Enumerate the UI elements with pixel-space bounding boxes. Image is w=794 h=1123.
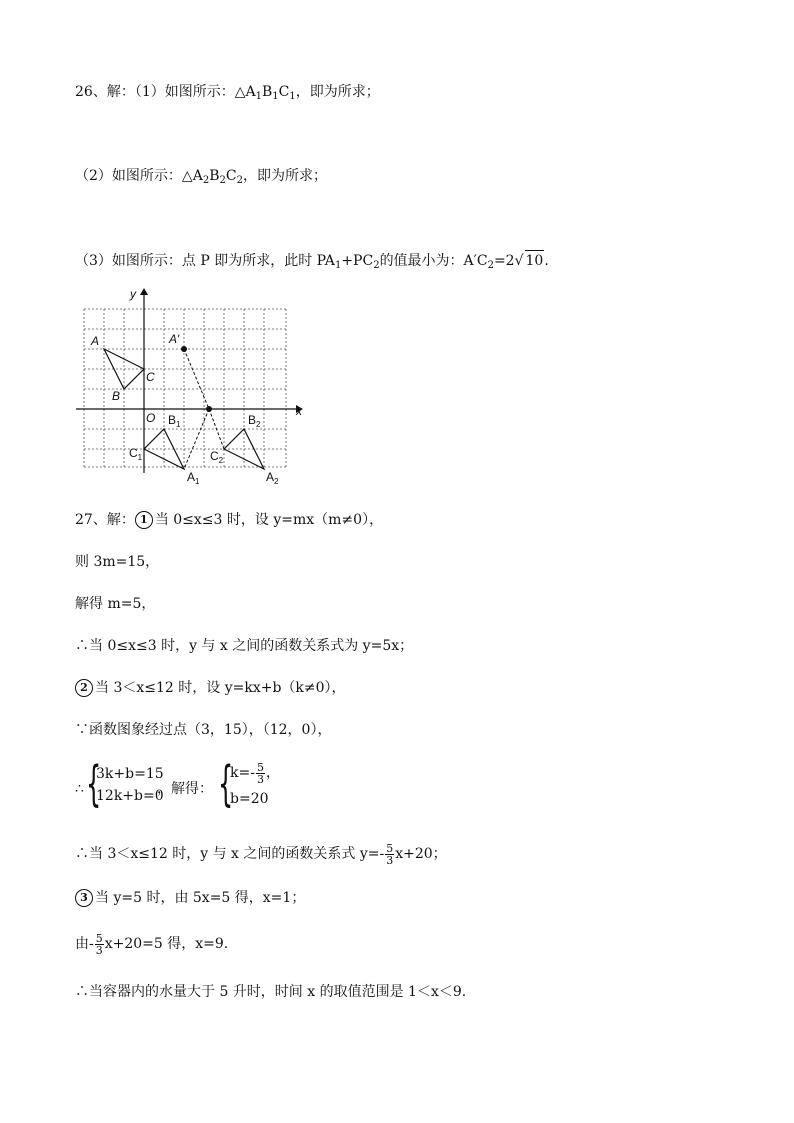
label-c1: $C_1$: [129, 446, 143, 462]
fraction-l10: [95, 933, 104, 956]
q27-l10-tail: x+20=5 得，x=9.: [104, 936, 229, 952]
label-a2: $A_2$: [266, 470, 279, 486]
q26-p1-sub1: 1: [255, 91, 262, 102]
q26-p1-head: 26、解：（1）如图所示：: [75, 84, 235, 100]
label-b2: $B_2$: [248, 413, 261, 429]
q27-line2: 则 3m=15，: [75, 554, 160, 570]
q26-p2-sub2: 2: [219, 175, 226, 186]
q26-p2-c: C: [225, 168, 237, 184]
q26-p2-head: （2）如图所示：: [75, 168, 182, 184]
system-rows: [96, 763, 164, 807]
q27-line6: ∵函数图象经过点（3，15），（12，0），: [75, 722, 332, 738]
frac-den: 3: [386, 853, 394, 867]
q26-p2-tail: ，即为所求；: [242, 168, 327, 184]
q27-line1: [75, 510, 383, 530]
q26-p1-sub2: 1: [272, 91, 279, 102]
therefore-symbol: ∴: [75, 781, 84, 797]
q26-p1-tail: ，即为所求；: [295, 84, 380, 100]
q26-p2-sub1: 2: [202, 175, 210, 186]
label-a1: $A_1$: [187, 470, 200, 486]
q27-l9-text: 当 y=5 时，由 5x=5 得，x=1；: [95, 890, 306, 906]
solution-row-k: [230, 758, 280, 788]
fraction-l8: [385, 843, 394, 866]
q27-l5-text: 当 3＜x≤12 时，设 y=kx+b（k≠0），: [95, 680, 346, 696]
frac-num: 5: [256, 760, 264, 774]
q26-p1-tri: △A: [234, 84, 256, 100]
q26-part1: [75, 82, 380, 107]
q26-p3-root: 10: [525, 250, 545, 271]
point-p: [206, 406, 212, 412]
label-a-prime: A′: [169, 332, 180, 346]
q27-line11: ∴当容器内的水量大于 5 升时，时间 x 的取值范围是 1＜x＜9.: [75, 984, 467, 1000]
sqrt-symbol: √: [514, 253, 524, 269]
q27-l8-tail: x+20；: [395, 846, 447, 862]
q26-p2-sub3: 2: [236, 175, 243, 186]
label-o: O: [146, 411, 156, 425]
grid-lines: [84, 309, 286, 467]
frac-den: 3: [256, 772, 264, 786]
solution-row-b: b=20: [230, 791, 269, 807]
q26-p3-plus: +PC: [341, 253, 374, 269]
q26-part3: [75, 250, 549, 276]
q27-l8-head: ∴当 3＜x≤12 时，y 与 x 之间的函数关系式 y=-: [75, 846, 385, 862]
q27-line5: [75, 678, 346, 698]
q26-p3-head: （3）如图所示：点 P 即为所求，此时 PA: [75, 253, 335, 269]
sol-comma: ，: [265, 765, 280, 781]
q27-line8: [75, 842, 447, 866]
solution-rows: [230, 758, 280, 810]
sol-k: k=-: [230, 765, 255, 781]
label-c2: $C_2$: [210, 449, 224, 465]
q27-line10: [75, 932, 228, 956]
q26-part2: [75, 166, 327, 191]
q27-l10-head: 由-: [75, 936, 94, 952]
q26-p1-sub3: 1: [289, 91, 296, 102]
q26-p1-b: B: [262, 84, 273, 100]
frac-num: 5: [386, 841, 394, 855]
y-axis-arrow-icon: [140, 288, 148, 295]
label-c: C: [146, 370, 155, 384]
q26-p1-c: C: [278, 84, 290, 100]
left-brace-icon: {: [86, 756, 102, 812]
q26-p2-b: B: [209, 168, 220, 184]
circled-number-3: 3: [75, 889, 93, 907]
circled-number-2: 2: [75, 679, 93, 697]
q26-p3-mid: 的值最小为：A′C: [379, 253, 488, 269]
q27-line9: [75, 888, 305, 908]
q27-l1-head: 27、解：: [75, 512, 135, 528]
q26-p3-sub2: 2: [373, 260, 380, 271]
label-b: B: [112, 389, 121, 403]
solve-label: ，解得：: [157, 781, 213, 797]
coordinate-grid-figure: [70, 285, 310, 490]
label-x: x: [296, 404, 302, 418]
q26-p3-end: .: [544, 253, 549, 269]
system-row-1: 3k+b=15: [96, 766, 164, 782]
q26-p3-eq: =2: [493, 253, 515, 269]
axes: [76, 295, 296, 473]
q26-p2-tri: △A: [181, 168, 203, 184]
q26-p3-sub3: 2: [487, 260, 494, 271]
label-b1: $B_1$: [168, 413, 181, 429]
q27-line4: ∴当 0≤x≤3 时，y 与 x 之间的函数关系式为 y=5x；: [75, 638, 414, 654]
q27-line3: 解得 m=5，: [75, 596, 156, 612]
label-y: y: [130, 287, 136, 301]
point-a-prime: [181, 346, 187, 352]
left-brace-icon-2: {: [218, 756, 234, 812]
q26-p3-sub1: 1: [334, 260, 342, 271]
circled-number-1: 1: [135, 511, 153, 529]
q27-l1-text: 当 0≤x≤3 时，设 y=mx（m≠0），: [154, 512, 384, 528]
fraction-k: [256, 762, 265, 785]
label-a: A: [91, 334, 100, 348]
frac-den: 3: [95, 943, 103, 957]
system-row-2: 12k+b=0: [96, 788, 164, 804]
frac-num: 5: [95, 931, 103, 945]
